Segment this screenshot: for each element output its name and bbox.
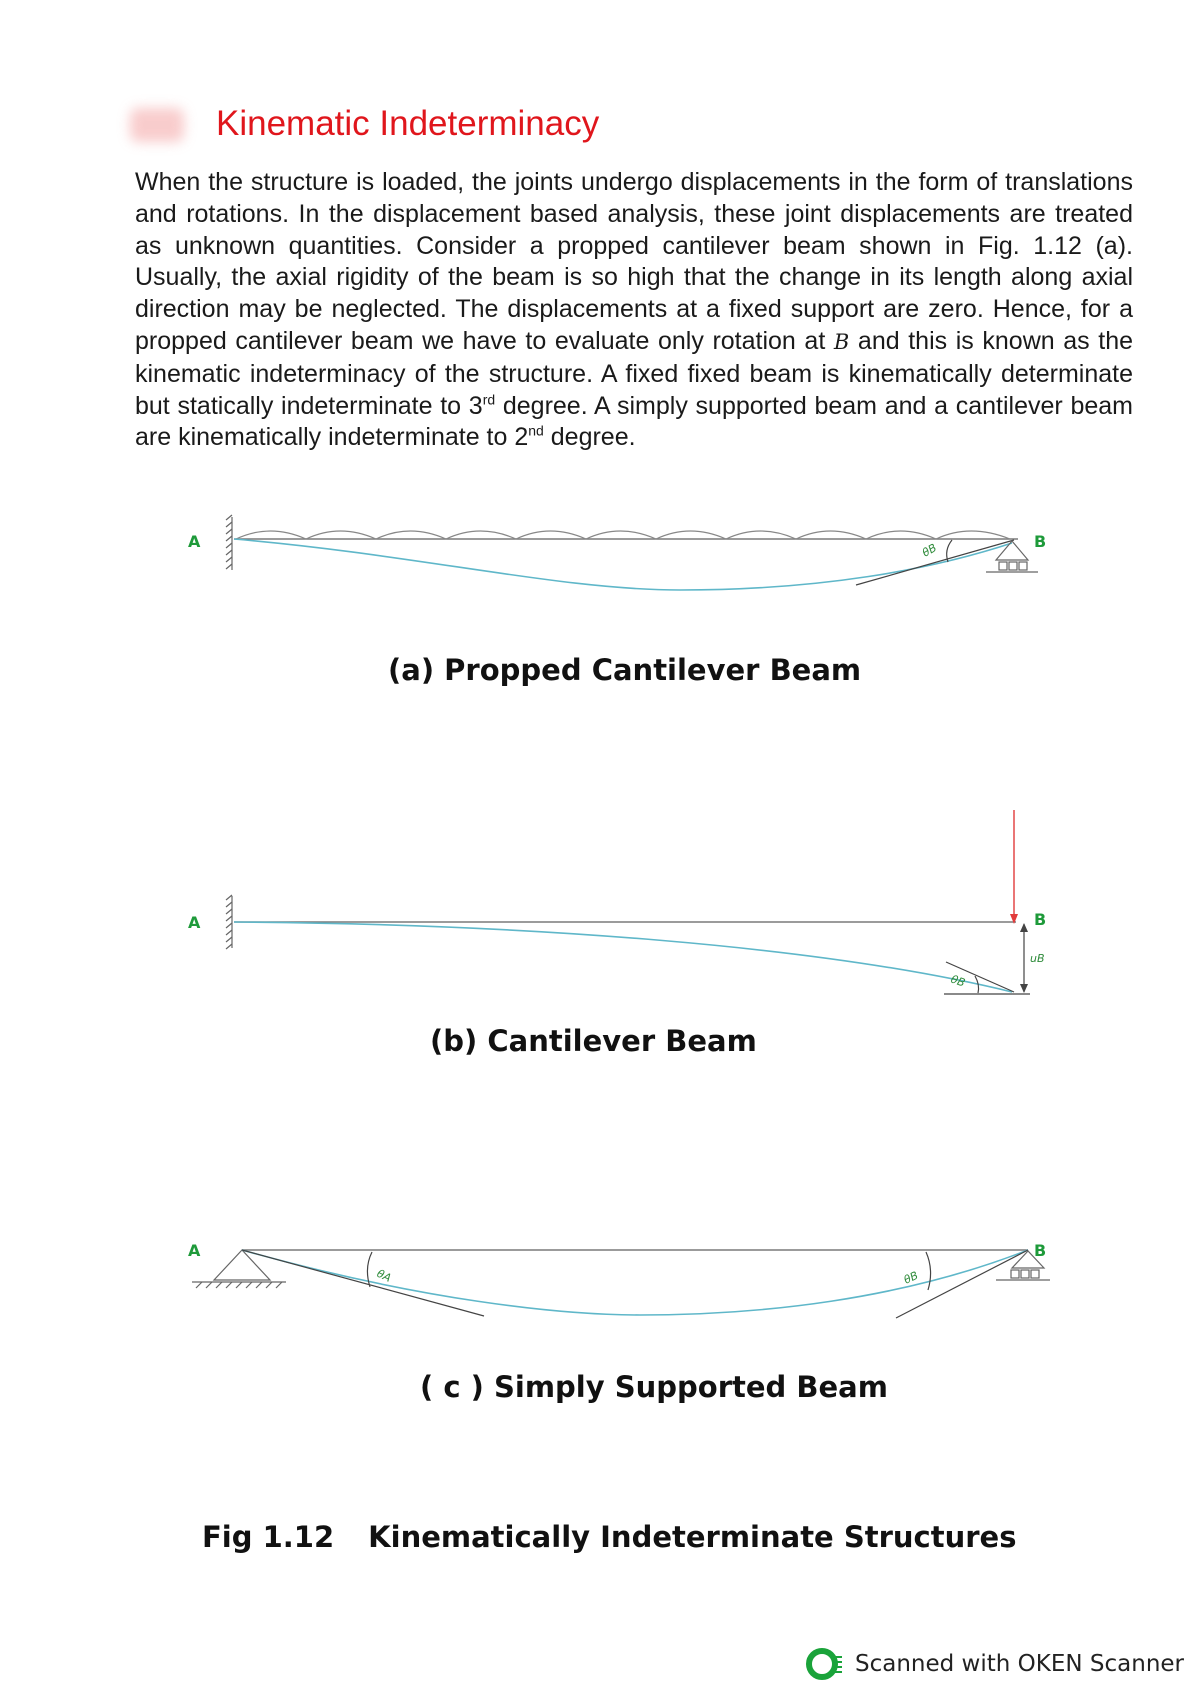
- figure-b-dimension-arrow-top: [1020, 923, 1028, 932]
- variable-b: B: [833, 329, 850, 354]
- figure-b-caption: (b) Cantilever Beam: [430, 1024, 757, 1058]
- figure-title: Kinematically Indeterminate Structures: [368, 1520, 1017, 1554]
- figure-a-label-b: B: [1034, 532, 1047, 551]
- paragraph-part-3: degree. A simply supported beam and a cantilever beam are kinematically indeterminate to 2: [135, 391, 1133, 452]
- figure-c-tangent-a: [242, 1250, 484, 1316]
- superscript-nd: nd: [528, 423, 544, 440]
- figure-c-pin-support: [192, 1250, 286, 1288]
- scanner-text: Scanned with OKEN Scanner: [855, 1651, 1184, 1677]
- heading-blur-mark: [130, 108, 184, 142]
- figure-b-dimension-arrow-bottom: [1020, 984, 1028, 993]
- figure-b-deflected-curve: [234, 922, 1012, 992]
- figure-caption: [202, 1520, 1016, 1554]
- figure-b-label-a: A: [188, 913, 201, 932]
- figure-c-label-b: B: [1034, 1241, 1047, 1260]
- figure-a-theta-b: θB: [920, 541, 939, 560]
- figure-c-simply-supported: [0, 1225, 1200, 1345]
- body-paragraph: [135, 167, 1133, 454]
- superscript-rd: rd: [482, 391, 496, 408]
- figure-b-label-b: B: [1034, 910, 1047, 929]
- paragraph-part-2: and this is known as the kinematic indeterminacy of the structure. A fixed fixed beam is kinematically determinate but statically indeterminate to 3: [135, 326, 1133, 420]
- figure-b-fixed-support: [226, 895, 232, 949]
- figure-c-caption: ( c ) Simply Supported Beam: [420, 1370, 888, 1404]
- figure-b-deflection-label: uB: [1030, 952, 1045, 965]
- figure-b-theta-b: θB: [948, 972, 967, 990]
- paragraph-part-1: When the structure is loaded, the joints undergo displacements in the form of translations and rotations. In the displacement based analysis, these joint displacements are treated as unknown quantities. Consider a propped cantilever beam shown in Fig. 1.12 (a). Usually, the axial rigidity of the beam is so high that the change in its length along axial direction may be neglected. The displacements at a fixed support are zero. Hence, for a propped cantilever beam we have to evaluate only rotation at: [135, 168, 1133, 355]
- figure-a-caption: (a) Propped Cantilever Beam: [388, 653, 862, 687]
- scanner-logo-icon: [805, 1647, 843, 1681]
- figure-b-cantilever: [0, 805, 1200, 1005]
- figure-a-propped-cantilever: [0, 505, 1200, 615]
- section-heading: Kinematic Indeterminacy: [216, 104, 600, 143]
- figure-number: Fig 1.12: [202, 1520, 335, 1554]
- figure-c-theta-b: θB: [901, 1268, 921, 1287]
- figure-a-fixed-support: [226, 515, 232, 570]
- figure-c-theta-a: θA: [374, 1266, 394, 1285]
- figure-c-rotation-arc-b: [926, 1252, 931, 1290]
- figure-a-label-a: A: [188, 532, 201, 551]
- figure-c-label-a: A: [188, 1241, 201, 1260]
- figure-c-tangent-b: [896, 1250, 1028, 1318]
- figure-a-deflected-curve: [234, 539, 1012, 590]
- figure-a-distributed-load: [236, 531, 1010, 539]
- paragraph-part-4: degree.: [543, 423, 636, 452]
- scanner-watermark: [805, 1647, 1184, 1681]
